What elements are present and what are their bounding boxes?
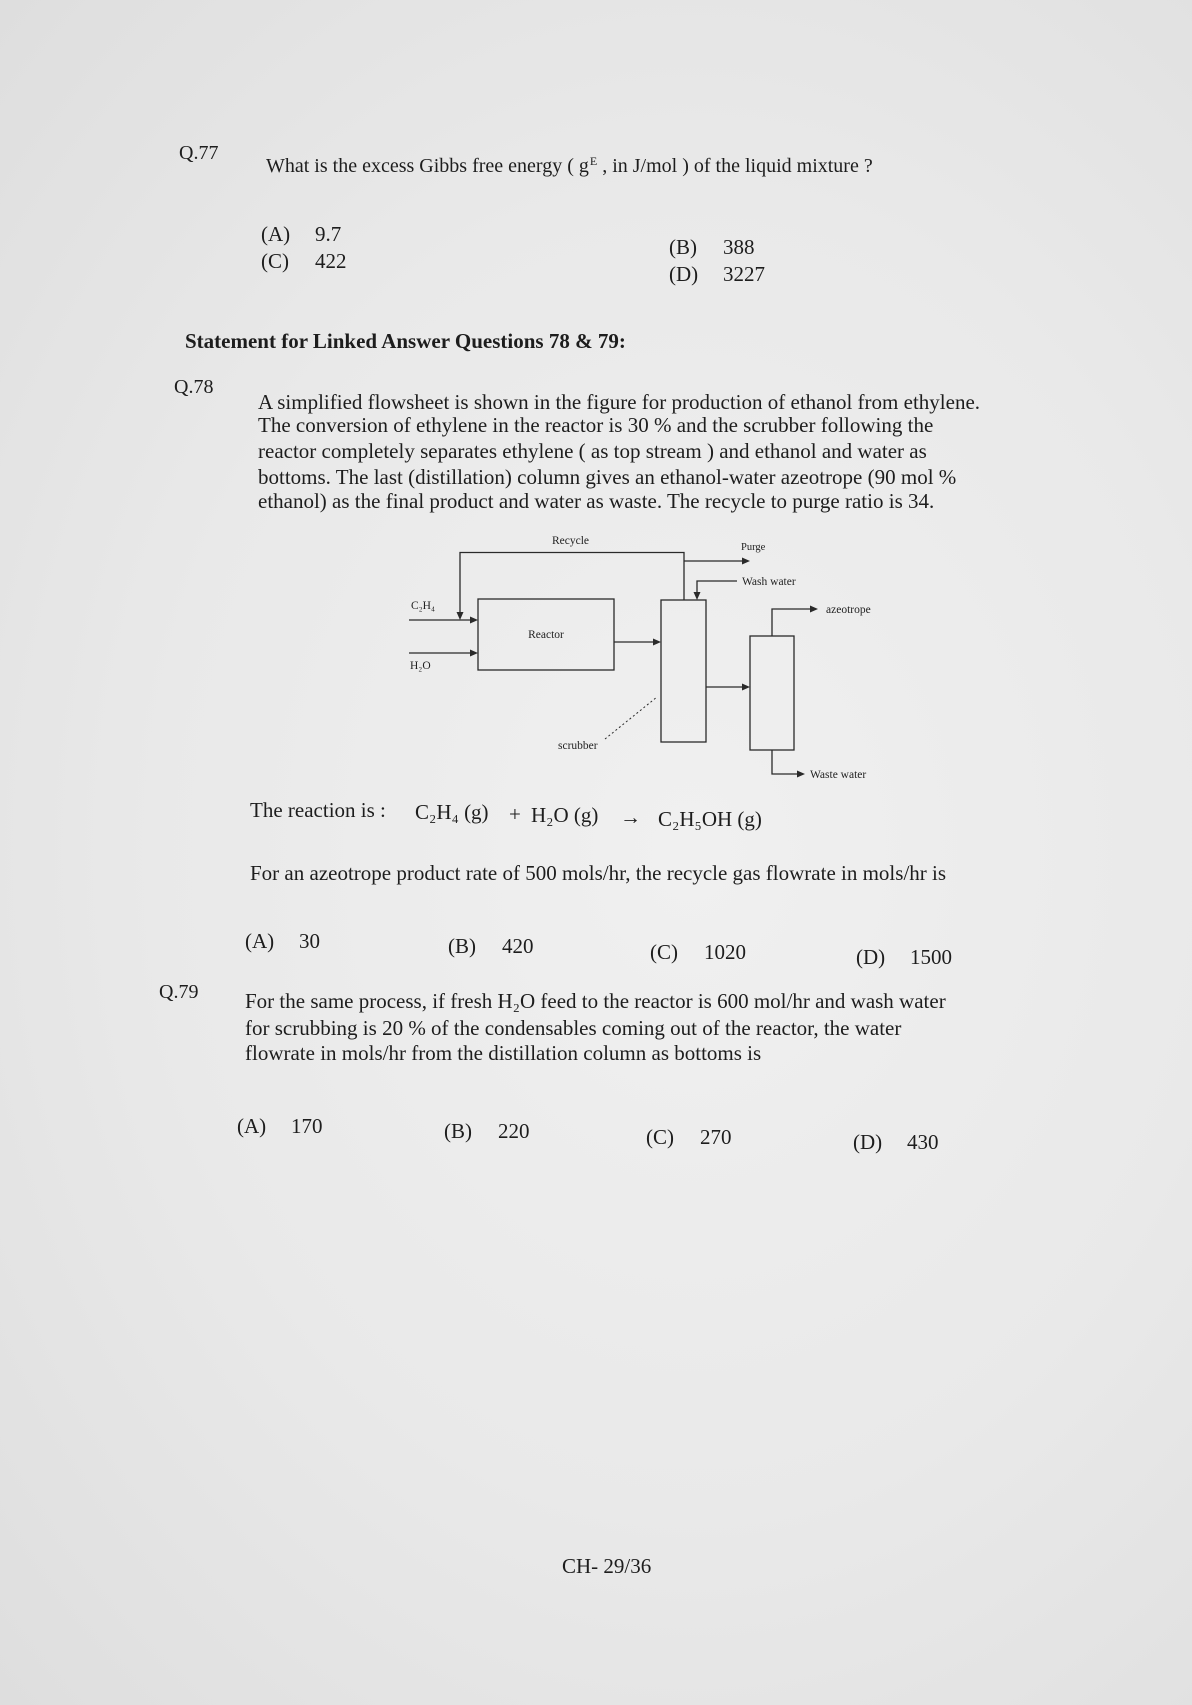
q78-text-line: ethanol) as the final product and water as waste. The recycle to purge ratio is 34. bbox=[258, 489, 935, 513]
q78-text-line: The conversion of ethylene in the reactor is 30 % and the scrubber following the bbox=[258, 413, 934, 437]
wash-water-arrowhead bbox=[694, 592, 701, 600]
option-value: 3227 bbox=[723, 262, 765, 286]
waste-water-arrowhead bbox=[797, 771, 805, 778]
option-label: (D) bbox=[669, 262, 699, 286]
option-label: (B) bbox=[444, 1119, 472, 1143]
azeotrope-line bbox=[772, 609, 811, 636]
q79-number: Q.79 bbox=[159, 981, 199, 1003]
option-label: (D) bbox=[856, 945, 886, 969]
q79-option-a bbox=[237, 1113, 323, 1139]
q77-option-c bbox=[261, 248, 347, 274]
flowsheet-figure bbox=[400, 525, 900, 793]
page-footer: CH- 29/36 bbox=[562, 1554, 652, 1578]
q77-number: Q.77 bbox=[179, 142, 219, 164]
option-label: (A) bbox=[245, 929, 275, 953]
reaction-reactant-ethylene: C₂H₄ (g) bbox=[415, 800, 489, 824]
reactor-label: Reactor bbox=[528, 629, 564, 641]
option-value: 170 bbox=[291, 1114, 323, 1138]
recycle-arrowhead bbox=[457, 612, 464, 620]
reaction-reactant-water: H₂O (g) bbox=[531, 803, 599, 827]
option-value: 1020 bbox=[704, 940, 746, 964]
q77-option-d bbox=[669, 261, 765, 287]
option-value: 220 bbox=[498, 1119, 530, 1143]
q78-question-text: For an azeotrope product rate of 500 mols/hr, the recycle gas flowrate in mols/hr is bbox=[250, 861, 947, 885]
q78-option-a bbox=[245, 928, 320, 954]
q79-text-line: flowrate in mols/hr from the distillation column as bottoms is bbox=[245, 1041, 762, 1065]
q78-text-line: bottoms. The last (distillation) column gives an ethanol-water azeotrope (90 mol % bbox=[258, 465, 957, 489]
q77-text-start: What is the excess Gibbs free energy ( g bbox=[266, 155, 589, 177]
scrubber-bottoms-arrowhead bbox=[742, 684, 750, 691]
ethylene-feed-arrowhead bbox=[470, 617, 478, 624]
recycle-label: Recycle bbox=[552, 535, 590, 547]
q79-text-line: For the same process, if fresh H₂O feed to the reactor is 600 mol/hr and wash water bbox=[245, 989, 946, 1013]
option-value: 422 bbox=[315, 249, 347, 273]
waste-water-line bbox=[772, 750, 798, 774]
option-label: (A) bbox=[237, 1114, 267, 1138]
q78-number: Q.78 bbox=[174, 376, 214, 398]
scrubber-label: scrubber bbox=[558, 740, 598, 752]
option-value: 430 bbox=[907, 1130, 939, 1154]
reactor-outlet-arrowhead bbox=[653, 639, 661, 646]
option-value: 30 bbox=[299, 929, 320, 953]
option-value: 420 bbox=[502, 934, 534, 958]
option-value: 388 bbox=[723, 235, 755, 259]
reaction-product-ethanol: C₂H₅OH (g) bbox=[658, 807, 762, 831]
q77-option-b bbox=[669, 234, 755, 260]
option-label: (C) bbox=[650, 940, 678, 964]
scrubber-column bbox=[661, 600, 706, 742]
q78-option-d bbox=[856, 944, 952, 970]
reaction-plus: + bbox=[509, 802, 521, 826]
q79-option-b bbox=[444, 1118, 530, 1144]
purge-label: Purge bbox=[741, 542, 766, 553]
q79-text-line: for scrubbing is 20 % of the condensables coming out of the reactor, the water bbox=[245, 1016, 902, 1040]
option-value: 270 bbox=[700, 1125, 732, 1149]
option-label: (B) bbox=[669, 235, 697, 259]
water-feed-label: H₂O bbox=[410, 660, 431, 672]
q78-text-line: A simplified flowsheet is shown in the figure for production of ethanol from ethylene. bbox=[258, 390, 981, 414]
flowsheet-arrowheads bbox=[457, 558, 819, 778]
option-value: 1500 bbox=[910, 945, 952, 969]
ethylene-feed-label: C₂H₄ bbox=[411, 600, 435, 612]
option-label: (D) bbox=[853, 1130, 883, 1154]
q77-question-text bbox=[266, 148, 873, 179]
q78-option-c bbox=[650, 939, 746, 965]
q79-option-d bbox=[853, 1129, 939, 1155]
q78-option-b bbox=[448, 933, 534, 959]
reaction-prefix: The reaction is : bbox=[250, 798, 386, 822]
water-feed-arrowhead bbox=[470, 650, 478, 657]
reaction-arrow: → bbox=[620, 805, 641, 829]
scrubber-leader-line bbox=[605, 697, 657, 739]
waste-water-label: Waste water bbox=[810, 769, 867, 781]
option-label: (A) bbox=[261, 222, 291, 246]
option-label: (C) bbox=[261, 249, 289, 273]
purge-arrowhead bbox=[742, 558, 750, 565]
q79-option-c bbox=[646, 1124, 732, 1150]
linked-answer-statement: Statement for Linked Answer Questions 78 & 79: bbox=[185, 329, 626, 353]
distillation-column bbox=[750, 636, 794, 750]
flowsheet-labels bbox=[410, 535, 871, 781]
q77-option-a bbox=[261, 221, 341, 247]
option-label: (B) bbox=[448, 934, 476, 958]
option-value: 9.7 bbox=[315, 222, 342, 246]
azeotrope-arrowhead bbox=[810, 606, 818, 613]
option-label: (C) bbox=[646, 1125, 674, 1149]
wash-water-line bbox=[697, 581, 737, 593]
q77-superscript: E bbox=[589, 154, 598, 168]
azeotrope-label: azeotrope bbox=[826, 604, 871, 616]
q78-text-line: reactor completely separates ethylene ( as top stream ) and ethanol and water as bbox=[258, 439, 927, 463]
q77-text-end: , in J/mol ) of the liquid mixture ? bbox=[597, 155, 873, 177]
recycle-line bbox=[460, 553, 684, 614]
wash-water-label: Wash water bbox=[742, 576, 796, 588]
